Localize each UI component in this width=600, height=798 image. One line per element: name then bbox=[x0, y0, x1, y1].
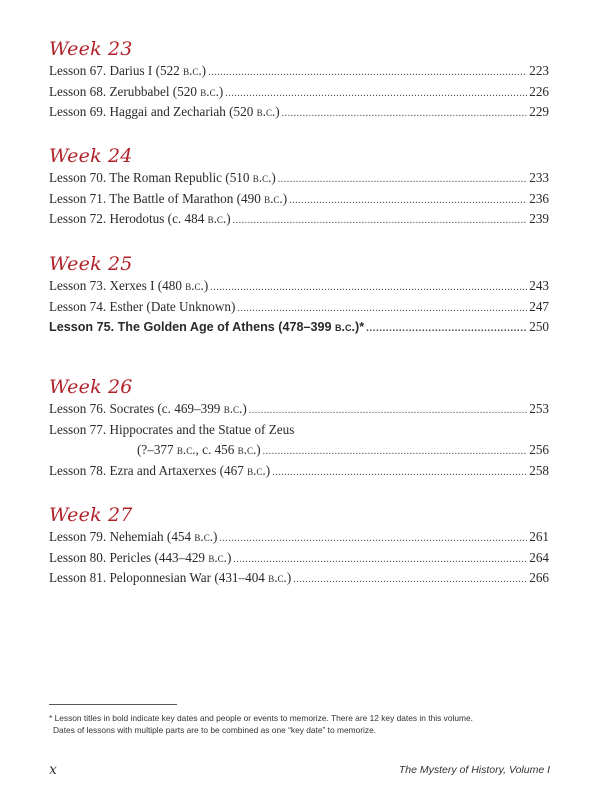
page-number: 243 bbox=[529, 278, 549, 293]
era-abbreviation: b.c. bbox=[183, 63, 202, 78]
week-27-section bbox=[49, 503, 549, 589]
lesson-title: Lesson 79. Nehemiah (454 b.c.) bbox=[49, 529, 218, 544]
toc-entry bbox=[49, 297, 549, 318]
lesson-title: Lesson 74. Esther (Date Unknown) bbox=[49, 298, 236, 314]
toc-entry bbox=[49, 568, 549, 589]
era-abbreviation: b.c. bbox=[247, 462, 266, 478]
page-number: 226 bbox=[529, 83, 549, 99]
week-24-section bbox=[49, 144, 549, 230]
lesson-title: Lesson 72. Herodotus (c. 484 b.c.) bbox=[49, 211, 231, 226]
running-footer-title: The Mystery of History, Volume I bbox=[398, 764, 550, 776]
page-number: 233 bbox=[529, 170, 549, 185]
lesson-title: Lesson 69. Haggai and Zechariah (520 b.c.) bbox=[49, 104, 280, 119]
toc-entry-continuation bbox=[49, 440, 549, 461]
era-abbreviation: b.c. bbox=[176, 442, 196, 457]
toc-entry bbox=[49, 82, 549, 103]
week-heading: Week 27 bbox=[49, 504, 133, 526]
week-heading: Week 24 bbox=[49, 145, 133, 167]
era-abbreviation: b.c. bbox=[237, 442, 257, 457]
era-abbreviation: b.c. bbox=[207, 211, 227, 226]
page-number: 258 bbox=[529, 462, 549, 478]
era-abbreviation: b.c. bbox=[264, 190, 283, 206]
toc-entry bbox=[49, 189, 549, 210]
toc-entry bbox=[49, 527, 549, 548]
page-number: 229 bbox=[529, 104, 549, 119]
lesson-title: Lesson 73. Xerxes I (480 b.c.) bbox=[49, 278, 209, 293]
era-abbreviation: b.c. bbox=[256, 104, 276, 119]
lesson-title: Lesson 71. The Battle of Marathon (490 b.c.) bbox=[49, 190, 288, 206]
era-abbreviation: b.c. bbox=[268, 570, 287, 585]
week-23-section bbox=[49, 37, 549, 123]
toc-entry bbox=[49, 61, 549, 82]
footnote bbox=[49, 712, 569, 736]
week-26-section bbox=[49, 375, 549, 481]
toc-entry bbox=[49, 420, 549, 441]
page-number: 253 bbox=[529, 401, 549, 416]
page-number: 261 bbox=[529, 529, 549, 544]
page-number: 264 bbox=[529, 549, 549, 565]
footnote-rule bbox=[49, 704, 177, 705]
week-heading: Week 25 bbox=[49, 253, 133, 275]
page-number: 256 bbox=[529, 442, 549, 457]
toc-entry bbox=[49, 276, 549, 297]
lesson-title: Lesson 78. Ezra and Artaxerxes (467 b.c.) bbox=[49, 462, 271, 478]
toc-entry bbox=[49, 399, 549, 420]
toc-entry bbox=[49, 209, 549, 230]
footnote-line-1: * Lesson titles in bold indicate key dates and people or events to memorize. There are 12 key dates in this volume. bbox=[49, 713, 473, 723]
era-abbreviation: b.c. bbox=[223, 401, 243, 416]
era-abbreviation: b.c. bbox=[185, 278, 204, 293]
page-number: 266 bbox=[529, 570, 549, 585]
lesson-title: Lesson 75. The Golden Age of Athens (478–399 b.c.)* bbox=[49, 320, 365, 334]
week-25-section bbox=[49, 252, 549, 338]
page-number: 223 bbox=[529, 63, 549, 78]
toc-entry bbox=[49, 461, 549, 482]
lesson-title: Lesson 76. Socrates (c. 469–399 b.c.) bbox=[49, 401, 247, 416]
lesson-title: Lesson 67. Darius I (522 b.c.) bbox=[49, 63, 207, 78]
era-abbreviation: b.c. bbox=[335, 320, 356, 334]
lesson-title: Lesson 80. Pericles (443–429 b.c.) bbox=[49, 549, 232, 565]
page-number: 247 bbox=[529, 298, 549, 314]
page-number: 236 bbox=[529, 190, 549, 206]
toc-entry-key-date bbox=[49, 317, 549, 338]
lesson-title: Lesson 77. Hippocrates and the Statue of Zeus bbox=[49, 421, 295, 437]
lesson-title-continuation: (?–377 b.c., c. 456 b.c.) bbox=[137, 442, 261, 457]
page-number: 250 bbox=[529, 319, 549, 334]
era-abbreviation: b.c. bbox=[194, 529, 214, 544]
era-abbreviation: b.c. bbox=[208, 549, 227, 565]
lesson-title: Lesson 70. The Roman Republic (510 b.c.) bbox=[49, 170, 276, 185]
page-number: 239 bbox=[529, 211, 549, 226]
page-folio: x bbox=[49, 762, 57, 778]
era-abbreviation: b.c. bbox=[252, 170, 272, 185]
week-heading: Week 23 bbox=[49, 38, 133, 60]
week-heading: Week 26 bbox=[49, 376, 133, 398]
footnote-line-2: Dates of lessons with multiple parts are to be combined as one “key date” to memorize. bbox=[53, 725, 377, 735]
toc-entry bbox=[49, 548, 549, 569]
lesson-title: Lesson 81. Peloponnesian War (431–404 b.c.) bbox=[49, 570, 292, 585]
toc-entry bbox=[49, 102, 549, 123]
era-abbreviation: b.c. bbox=[200, 83, 219, 99]
toc-entry bbox=[49, 168, 549, 189]
lesson-title: Lesson 68. Zerubbabel (520 b.c.) bbox=[49, 83, 224, 99]
